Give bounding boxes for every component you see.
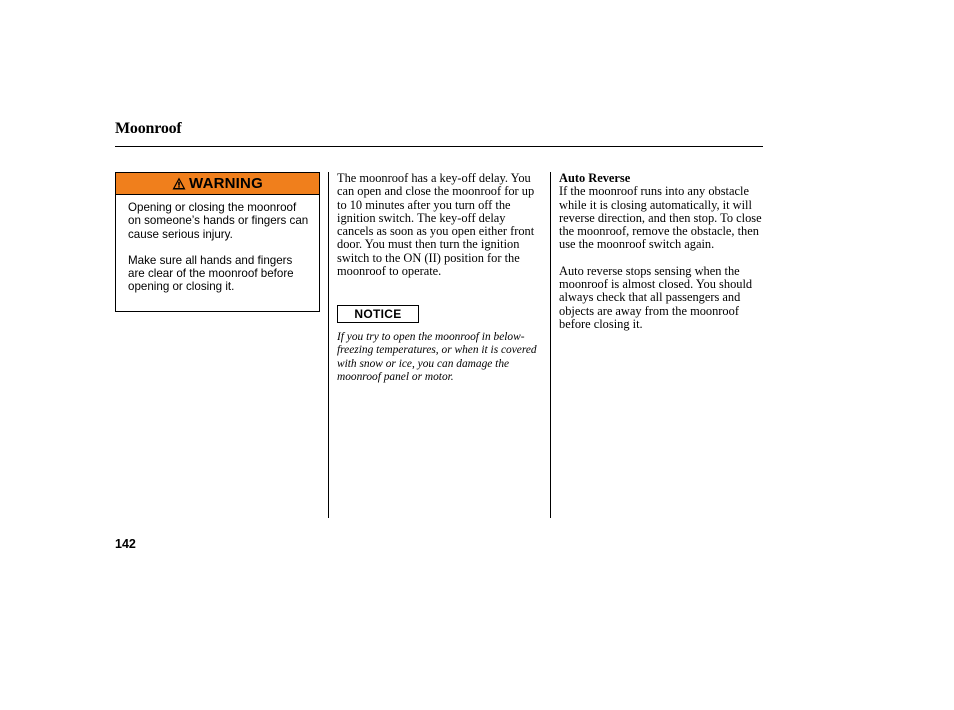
page-number: 142 [115, 537, 136, 551]
warning-paragraph: Opening or closing the moonroof on someone’s hands or fingers can cause serious injury. [128, 201, 309, 241]
warning-label: WARNING [189, 175, 263, 192]
auto-reverse-section [559, 172, 765, 331]
warning-triangle-icon [172, 177, 186, 190]
notice-text: If you try to open the moonroof in below-freezing temperatures, or when it is covered with snow or ice, you can damage the moonroof panel or motor. [337, 331, 537, 384]
key-off-delay-text [337, 172, 541, 278]
warning-box [115, 172, 320, 312]
body-paragraph: Auto reverse stops sensing when the moonroof is almost closed. You should always check that all passengers and objects are away from the moonroof before closing it. [559, 263, 753, 331]
notice-badge: NOTICE [337, 305, 419, 323]
warning-header [116, 173, 319, 195]
column-divider [328, 172, 329, 518]
column-divider [550, 172, 551, 518]
warning-paragraph: Make sure all hands and fingers are clear of the moonroof before opening or closing it. [128, 253, 294, 294]
body-paragraph: If the moonroof runs into any obstacle while it is closing automatically, it will reverse direction, and then stop. To close the moonroof, remove the obstacle, then use the moonroof switch again. [559, 184, 762, 252]
body-paragraph: The moonroof has a key-off delay. You can open and close the moonroof for up to 10 minutes after you turn off the ignition switch. The key-off delay cancels as soon as you open either front door. You must then turn the ignition switch to the ON (II) position for the moonroof to operate. [337, 171, 535, 279]
warning-body [116, 195, 319, 294]
page-title: Moonroof [115, 120, 182, 137]
section-heading: Auto Reverse [559, 171, 631, 185]
title-divider [115, 146, 763, 147]
